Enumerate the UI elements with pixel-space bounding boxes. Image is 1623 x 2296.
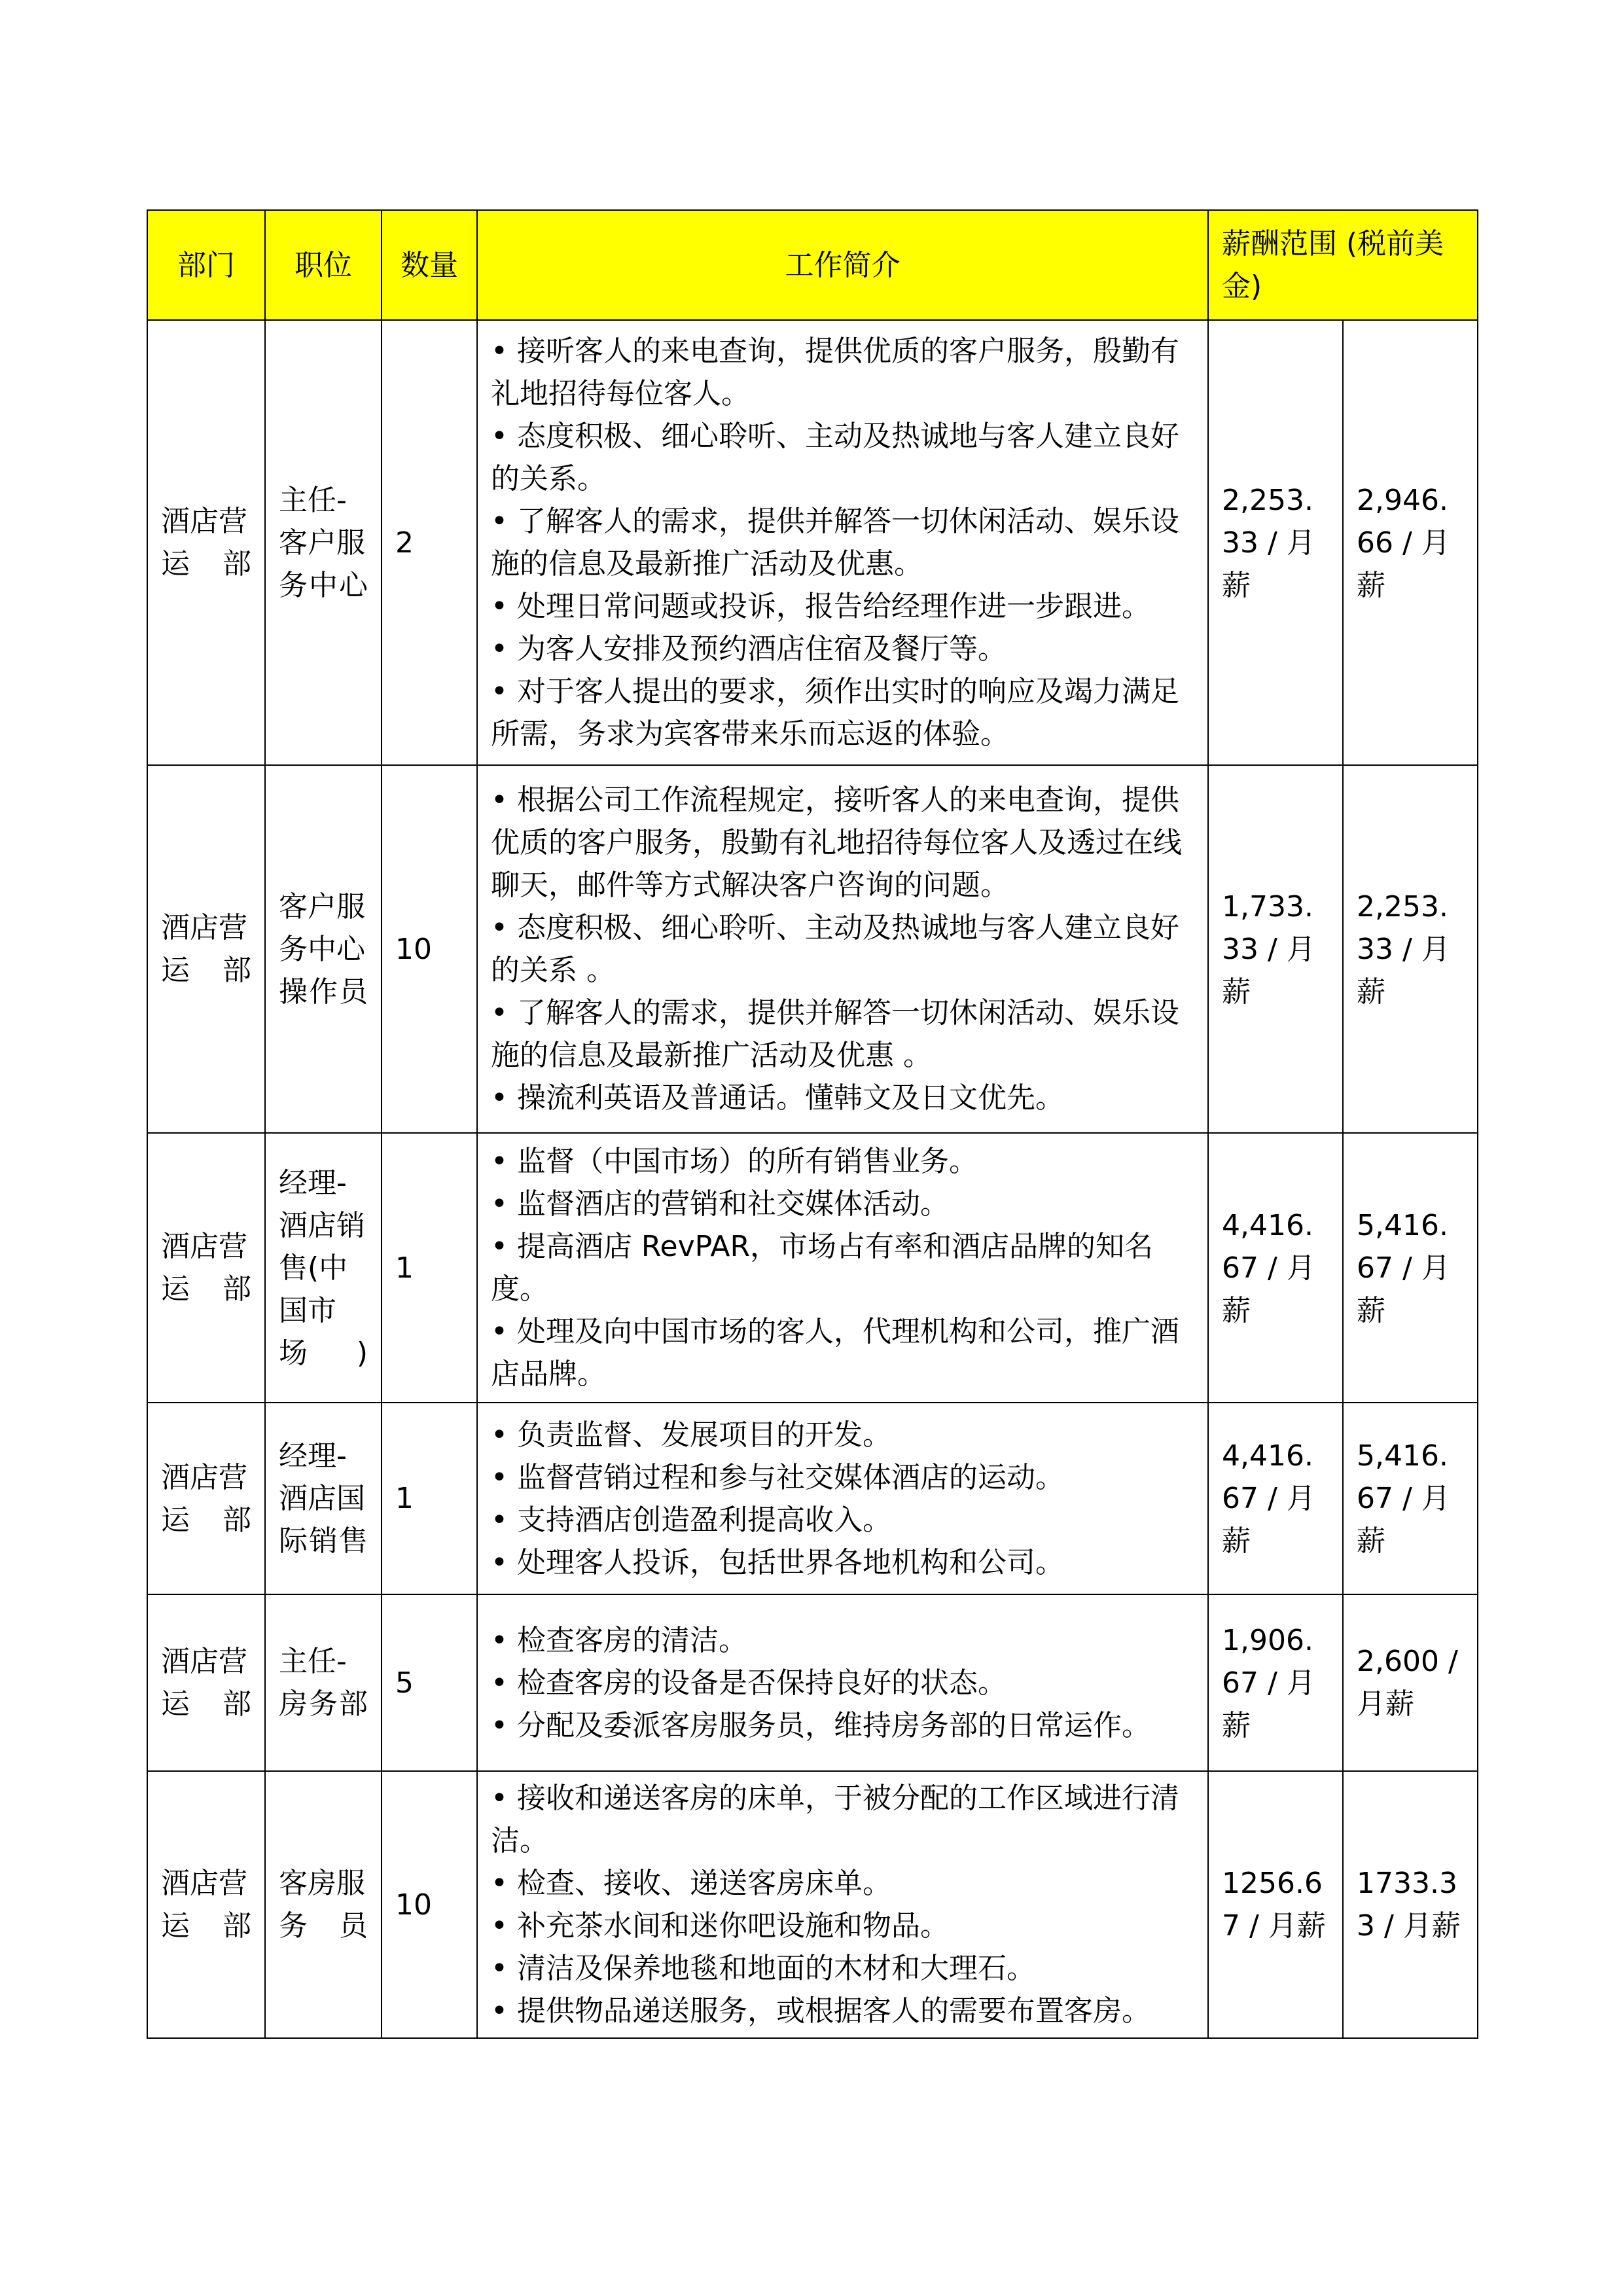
description-line: • 检查、接收、递送客房床单。	[491, 1867, 891, 1900]
salary-max-cell: 5,416.67 / 月薪	[1343, 1403, 1478, 1594]
description-line: • 接听客人的来电查询，提供优质的客户服务，殷勤有礼地招待每位客人。	[491, 334, 1179, 410]
description-line: • 清洁及保养地毯和地面的木材和大理石。	[491, 1952, 1035, 1985]
header-description: 工作简介	[477, 210, 1208, 320]
description-cell	[477, 1133, 1208, 1403]
description-line: • 检查客房的清洁。	[491, 1623, 747, 1657]
description-line: • 对于客人提出的要求，须作出实时的响应及竭力满足所需，务求为宾客带来乐而忘返的体验。	[491, 675, 1179, 751]
quantity-cell: 1	[382, 1403, 477, 1594]
job-table	[147, 209, 1478, 2039]
description-line: • 态度积极、细心聆听、主动及热诚地与客人建立良好的关系 。	[491, 911, 1179, 987]
description-line: • 了解客人的需求，提供并解答一切休闲活动、娱乐设施的信息及最新推广活动及优惠 。	[491, 996, 1179, 1072]
dept-cell: 酒店营运部	[147, 320, 265, 765]
description-line: • 监督酒店的营销和社交媒体活动。	[491, 1187, 949, 1221]
description-line: • 接收和递送客房的床单，于被分配的工作区域进行清洁。	[491, 1782, 1179, 1857]
description-line: • 负责监督、发展项目的开发。	[491, 1418, 891, 1452]
header-row	[147, 210, 1478, 320]
quantity-cell: 2	[382, 320, 477, 765]
description-cell	[477, 1594, 1208, 1771]
description-line: • 处理及向中国市场的客人，代理机构和公司，推广酒店品牌。	[491, 1315, 1179, 1391]
position-cell: 主任-房务部	[265, 1594, 382, 1771]
description-line: • 操流利英语及普通话。懂韩文及日文优先。	[491, 1081, 1064, 1115]
description-line: • 根据公司工作流程规定，接听客人的来电查询，提供优质的客户服务，殷勤有礼地招待每位客人及透过在线聊天，邮件等方式解决客户咨询的问题。	[491, 783, 1182, 902]
description-line: • 分配及委派客房服务员，维持房务部的日常运作。	[491, 1708, 1150, 1742]
quantity-cell: 5	[382, 1594, 477, 1771]
description-cell	[477, 1403, 1208, 1594]
salary-min-cell: 2,253.33 / 月薪	[1208, 320, 1343, 765]
table-row	[147, 765, 1478, 1133]
description-line: • 检查客房的设备是否保持良好的状态。	[491, 1666, 1007, 1700]
dept-cell: 酒店营运部	[147, 1594, 265, 1771]
salary-max-cell: 2,600 / 月薪	[1343, 1594, 1478, 1771]
salary-min-cell: 4,416.67 / 月薪	[1208, 1403, 1343, 1594]
header-salary: 薪酬范围 (税前美金)	[1208, 210, 1478, 320]
description-line: • 监督营销过程和参与社交媒体酒店的运动。	[491, 1460, 1064, 1494]
salary-min-cell: 4,416.67 / 月薪	[1208, 1133, 1343, 1403]
table-row	[147, 320, 1478, 765]
description-line: • 为客人安排及预约酒店住宿及餐厅等。	[491, 632, 1007, 666]
salary-min-cell: 1256.67 / 月薪	[1208, 1771, 1343, 2038]
quantity-cell: 10	[382, 765, 477, 1133]
table-row	[147, 1133, 1478, 1403]
description-line: • 了解客人的需求，提供并解答一切休闲活动、娱乐设施的信息及最新推广活动及优惠。	[491, 505, 1179, 581]
header-dept: 部门	[147, 210, 265, 320]
salary-max-cell: 2,946.66 / 月薪	[1343, 320, 1478, 765]
table-row	[147, 1403, 1478, 1594]
dept-cell: 酒店营运部	[147, 1403, 265, 1594]
position-cell: 经理-酒店国际销售	[265, 1403, 382, 1594]
salary-max-cell: 1733.33 / 月薪	[1343, 1771, 1478, 2038]
description-line: • 态度积极、细心聆听、主动及热诚地与客人建立良好的关系。	[491, 420, 1179, 495]
header-quantity: 数量	[382, 210, 477, 320]
description-cell	[477, 1771, 1208, 2038]
salary-max-cell: 2,253.33 / 月薪	[1343, 765, 1478, 1133]
quantity-cell: 1	[382, 1133, 477, 1403]
description-line: • 支持酒店创造盈利提高收入。	[491, 1503, 891, 1537]
salary-min-cell: 1,733.33 / 月薪	[1208, 765, 1343, 1133]
description-line: • 监督（中国市场）的所有销售业务。	[491, 1145, 978, 1178]
description-line: • 提高酒店 RevPAR，市场占有率和酒店品牌的知名度。	[491, 1230, 1154, 1306]
description-line: • 提供物品递送服务，或根据客人的需要布置客房。	[491, 1994, 1150, 2028]
table-row	[147, 1594, 1478, 1771]
salary-max-cell: 5,416.67 / 月薪	[1343, 1133, 1478, 1403]
position-cell: 客房服务员	[265, 1771, 382, 2038]
description-line: • 处理日常问题或投诉，报告给经理作进一步跟进。	[491, 590, 1150, 623]
description-line: • 补充茶水间和迷你吧设施和物品。	[491, 1909, 949, 1943]
header-position: 职位	[265, 210, 382, 320]
quantity-cell: 10	[382, 1771, 477, 2038]
description-cell	[477, 765, 1208, 1133]
position-cell: 客户服务中心操作员	[265, 765, 382, 1133]
position-cell: 经理-酒店销售(中国市场)	[265, 1133, 382, 1403]
dept-cell: 酒店营运部	[147, 1771, 265, 2038]
salary-min-cell: 1,906.67 / 月薪	[1208, 1594, 1343, 1771]
description-line: • 处理客人投诉，包括世界各地机构和公司。	[491, 1545, 1064, 1579]
dept-cell: 酒店营运部	[147, 1133, 265, 1403]
position-cell: 主任-客户服务中心	[265, 320, 382, 765]
dept-cell: 酒店营运部	[147, 765, 265, 1133]
table-row	[147, 1771, 1478, 2038]
description-cell	[477, 320, 1208, 765]
